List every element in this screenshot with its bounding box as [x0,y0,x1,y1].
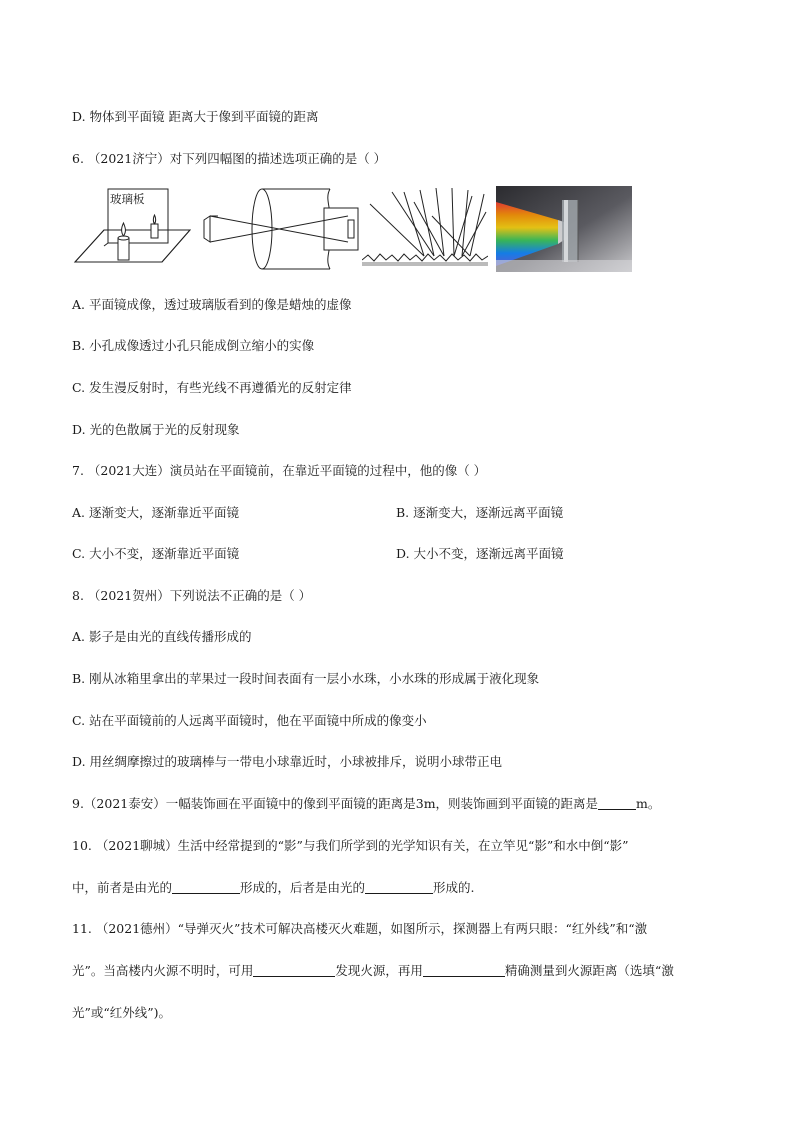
q11-line-1: 11. （2021德州）“导弹灭火”技术可解决高楼灭火难题，如图所示，探测器上有两只眼：“红外线”和“激 [72,921,648,936]
q6-option-b: B. 小孔成像透过小孔只能成倒立缩小的实像 [72,338,315,353]
q8-option-d: D. 用丝绸摩擦过的玻璃棒与一带电小球靠近时，小球被排斥，说明小球带正电 [72,754,503,769]
q8-option-b: B. 刚从冰箱里拿出的苹果过一段时间表面有一层小水珠，小水珠的形成属于液化现象 [72,671,540,686]
q9-text-after: m。 [636,796,661,811]
q11-line-2 [72,962,674,980]
q6-option-a: A. 平面镜成像，透过玻璃版看到的像是蜡烛的虚像 [72,297,352,312]
q11-text-a: 光”。当高楼内火源不明时，可用 [72,963,254,978]
q10-line-1: 10. （2021聊城）生活中经常提到的“影”与我们所学到的光学知识有关，在立竿见“影”和水中倒“影” [72,838,629,853]
q7-option-a: A. 逐渐变大，逐渐靠近平面镜 [72,505,239,520]
q7-option-c: C. 大小不变，逐渐靠近平面镜 [72,546,240,561]
fig1-label: 玻璃板 [110,192,145,206]
q9-question [72,795,660,813]
q5-option-d: D. 物体到平面镜 距离大于像到平面镜的距离 [72,109,319,124]
q8-option-c: C. 站在平面镜前的人远离平面镜时，他在平面镜中所成的像变小 [72,713,427,728]
q7-option-d: D. 大小不变，逐渐远离平面镜 [396,546,564,561]
q10-answer-blank-2[interactable] [365,881,433,894]
figure-diffuse-reflection [362,186,488,272]
q11-text-b: 发现火源，再用 [335,963,423,978]
figure-prism-dispersion [496,186,632,272]
q9-text-before: 9.（2021泰安）一幅装饰画在平面镜中的像到平面镜的距离是3m，则装饰画到平面镜的距离是 [72,796,599,811]
q8-option-a: A. 影子是由光的直线传播形成的 [72,629,252,644]
q11-answer-blank-1[interactable] [253,964,335,977]
q10-text-a: 中，前者是由光的 [72,880,173,895]
q7-stem: 7. （2021大连）演员站在平面镜前，在靠近平面镜的过程中，他的像（ ） [72,463,487,478]
q10-answer-blank-1[interactable] [172,881,240,894]
q7-option-b: B. 逐渐变大，逐渐远离平面镜 [396,505,564,520]
q11-answer-blank-2[interactable] [423,964,505,977]
q6-stem: 6. （2021济宁）对下列四幅图的描述选项正确的是（ ） [72,151,387,166]
figure-pinhole-camera [198,186,360,272]
q8-stem: 8. （2021贺州）下列说法不正确的是（ ） [72,588,312,603]
q10-line-2 [72,879,475,897]
q11-text-c: 精确测量到火源距离（选填“激 [504,963,674,978]
q9-answer-blank[interactable] [598,797,636,810]
figure-plane-mirror [72,186,192,272]
q6-option-c: C. 发生漫反射时，有些光线不再遵循光的反射定律 [72,380,352,395]
q10-text-c: 形成的. [433,880,475,895]
q10-text-b: 形成的，后者是由光的 [240,880,366,895]
q11-line-3: 光”或“红外线”)。 [72,1005,172,1020]
q6-option-d: D. 光的色散属于光的反射现象 [72,422,240,437]
